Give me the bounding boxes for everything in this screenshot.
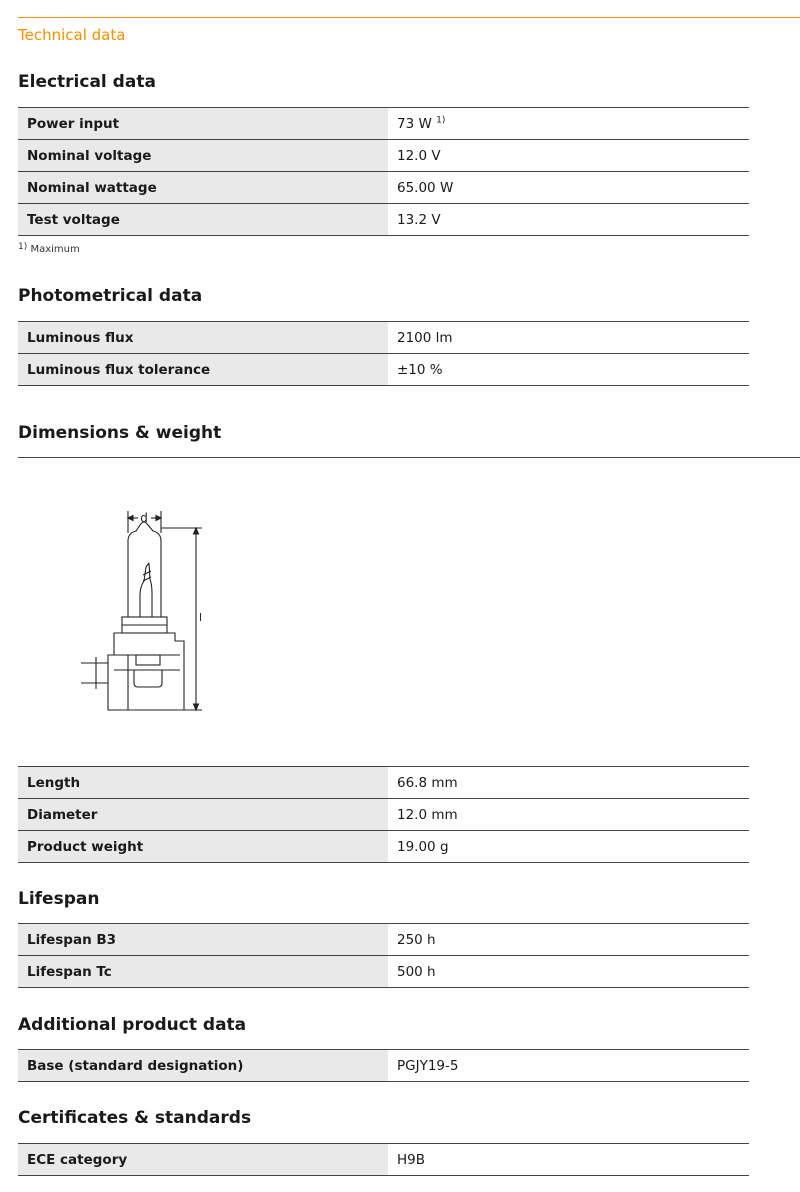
row-label: Lifespan B3	[18, 924, 388, 956]
electrical-heading: Electrical data	[18, 72, 156, 92]
table-row	[18, 204, 749, 236]
table-row	[18, 108, 749, 140]
certificates-heading: Certificates & standards	[18, 1108, 252, 1128]
photometrical-table	[18, 321, 749, 386]
bulb-dimension-drawing-icon	[72, 505, 212, 720]
footnote-marker: 1)	[436, 115, 446, 125]
row-label: Luminous flux	[18, 322, 388, 354]
row-value: 12.0 V	[388, 140, 749, 172]
row-value: 13.2 V	[388, 204, 749, 236]
row-value: 66.8 mm	[388, 767, 749, 799]
footnote-text: Maximum	[30, 244, 80, 255]
dimension-d-label: d	[140, 511, 148, 525]
dimension-l-label: l	[199, 611, 203, 624]
dimensions-heading: Dimensions & weight	[18, 423, 222, 443]
table-row	[18, 831, 749, 863]
table-row	[18, 1050, 749, 1082]
table-row	[18, 956, 749, 988]
row-value-cell	[388, 108, 749, 140]
row-value: 73 W	[397, 115, 432, 132]
row-value: 19.00 g	[388, 831, 749, 863]
row-label: Power input	[18, 108, 388, 140]
row-value: 500 h	[388, 956, 749, 988]
additional-heading: Additional product data	[18, 1015, 247, 1035]
footnote-number: 1)	[18, 242, 28, 252]
table-row	[18, 322, 749, 354]
additional-table	[18, 1049, 749, 1082]
row-value: 250 h	[388, 924, 749, 956]
dimensions-table	[18, 766, 749, 863]
table-row	[18, 767, 749, 799]
row-value: 2100 lm	[388, 322, 749, 354]
row-value: ±10 %	[388, 354, 749, 386]
row-label: Test voltage	[18, 204, 388, 236]
photometrical-heading: Photometrical data	[18, 286, 203, 306]
row-value: 65.00 W	[388, 172, 749, 204]
certificates-table	[18, 1143, 749, 1176]
row-label: Lifespan Tc	[18, 956, 388, 988]
row-label: Product weight	[18, 831, 388, 863]
footnote	[18, 244, 80, 255]
table-row	[18, 799, 749, 831]
table-row	[18, 140, 749, 172]
dimensions-divider	[18, 457, 800, 458]
row-value: PGJY19-5	[388, 1050, 749, 1082]
row-label: Luminous flux tolerance	[18, 354, 388, 386]
electrical-table	[18, 107, 749, 236]
row-label: Nominal wattage	[18, 172, 388, 204]
table-row	[18, 172, 749, 204]
row-label: Length	[18, 767, 388, 799]
table-row	[18, 354, 749, 386]
row-value: H9B	[388, 1144, 749, 1176]
row-label: Nominal voltage	[18, 140, 388, 172]
section-label: Technical data	[18, 26, 126, 44]
table-row	[18, 1144, 749, 1176]
lifespan-table	[18, 923, 749, 988]
top-divider	[18, 17, 800, 18]
table-row	[18, 924, 749, 956]
row-value: 12.0 mm	[388, 799, 749, 831]
lifespan-heading: Lifespan	[18, 889, 100, 909]
row-label: ECE category	[18, 1144, 388, 1176]
row-label: Diameter	[18, 799, 388, 831]
row-label: Base (standard designation)	[18, 1050, 388, 1082]
